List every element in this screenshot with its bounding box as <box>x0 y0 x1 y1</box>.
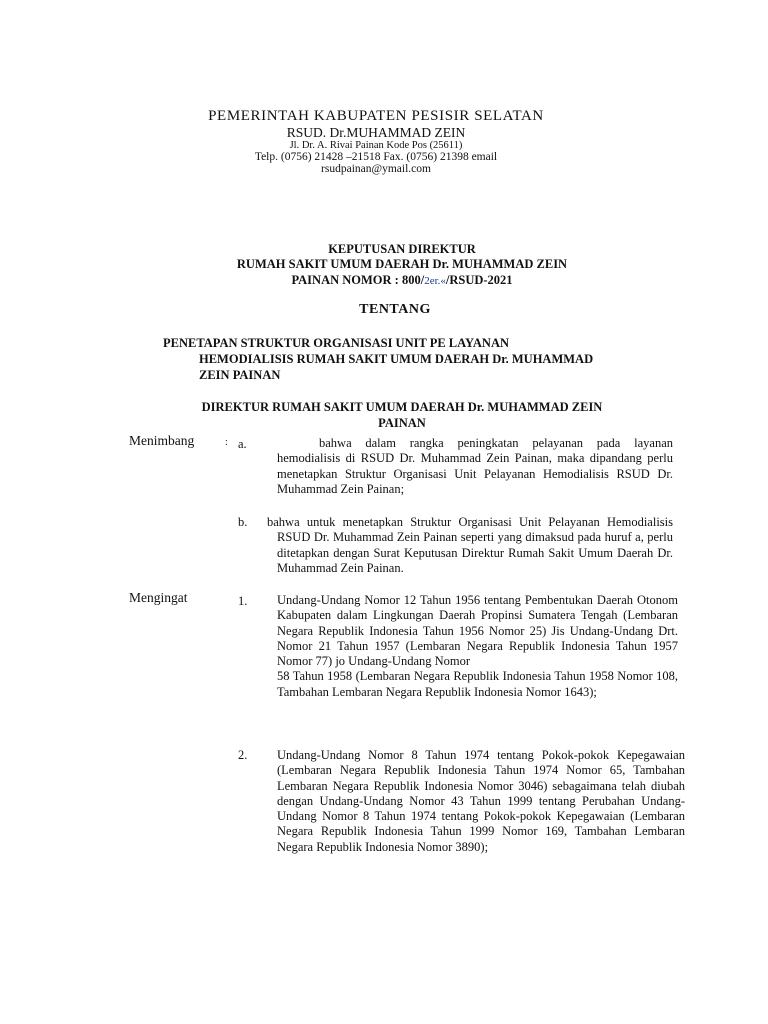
tentang-heading: TENTANG <box>359 302 431 317</box>
decision-number-prefix: PAINAN NOMOR : 800/ <box>291 273 425 287</box>
decision-title: KEPUTUSAN DIREKTUR <box>328 242 476 256</box>
decision-number-suffix: /RSUD-2021 <box>445 273 513 287</box>
hospital-phone: Telp. (0756) 21428 –21518 Fax. (0756) 21398 email <box>254 151 498 163</box>
list-marker-2: 2. <box>238 748 248 762</box>
menimbang-item-b: bahwa untuk menetapkan Struktur Organisasi Unit Pelayanan Hemodialisis RSUD Dr. Muhammad Zein Painan seperti yang dimaksud pada huruf a, perlu ditetapkan dengan Surat Keputusan Direktur Rumah Sakit Umum Daerah Dr. Muhammad Zein Painan. <box>267 515 673 575</box>
decision-number-code: 2er.« <box>424 275 446 287</box>
mengingat-item-1-continuation: 58 Tahun 1958 (Lembaran Negara Republik Indonesia Tahun 1958 Nomor 108, Tambahan Lembaran Negara Republik Indonesia Nomor 1643); <box>277 669 678 699</box>
mengingat-item-1-text: Undang-Undang Nomor 12 Tahun 1956 tentang Pembentukan Daerah Otonom Kabupaten dalam Lingkungan Daerah Propinsi Sumatera Tengah (Lembaran Negara Republik Indonesia Tahun 1956 Nomor 25) Jis Undang-Undang Drt. Nomor 21 Tahun 1957 (Lembaran Negara Republik Indonesia Tahun 1957 Nomor 77) jo Undang-Undang Nomor <box>277 593 678 669</box>
list-marker-a: a. <box>238 437 247 451</box>
hospital-name: RSUD. Dr.MUHAMMAD ZEIN <box>286 125 466 140</box>
director-line-2: PAINAN <box>378 416 426 430</box>
subject-line-3: ZEIN PAINAN <box>199 368 281 382</box>
government-title: PEMERINTAH KABUPATEN PESISIR SELATAN <box>208 108 544 124</box>
subject-line-2: HEMODIALISIS RUMAH SAKIT UMUM DAERAH Dr. MUHAMMAD <box>199 352 594 366</box>
menimbang-item-a: bahwa dalam rangka peningkatan pelayanan pada layanan hemodialisis di RSUD Dr. Muhammad Zein Painan, maka dipandang perlu menetapkan Struktur Organisasi Unit Pelayanan Hemodialisis RSUD Dr. Muhammad Zein Painan; <box>277 436 673 496</box>
director-line-1: DIREKTUR RUMAH SAKIT UMUM DAERAH Dr. MUHAMMAD ZEIN <box>201 400 603 414</box>
hospital-email: rsudpainan@ymail.com <box>321 163 431 175</box>
menimbang-label: Menimbang <box>129 433 195 448</box>
list-marker-b: b. <box>238 515 248 529</box>
decision-institution: RUMAH SAKIT UMUM DAERAH Dr. MUHAMMAD ZEIN <box>236 257 568 271</box>
mengingat-item-2: Undang-Undang Nomor 8 Tahun 1974 tentang Pokok-pokok Kepegawaian (Lembaran Negara Republik Indonesia Tahun 1974 Nomor 65, Tambahan Lembaran Negara Republik Indonesia Nomor 3046) sebagaimana telah diubah dengan Undang-Undang Nomor 43 Tahun 1999 tentang Perubahan Undang-Undang Nomor 8 Tahun 1974 tentang Pokok-pokok Kepegawaian (Lembaran Negara Republik Indonesia Tahun 1999 Nomor 169, Tambahan Lembaran Negara Republik Indonesia Nomor 3890); <box>277 748 685 854</box>
mengingat-item-1 <box>277 593 678 700</box>
hospital-address: Jl. Dr. A. Rivai Painan Kode Pos (25611) <box>289 140 463 151</box>
menimbang-colon: : <box>225 437 228 448</box>
subject-line-1: PENETAPAN STRUKTUR ORGANISASI UNIT PE LAYANAN <box>163 336 510 350</box>
mengingat-label: Mengingat <box>129 590 188 605</box>
list-marker-1: 1. <box>238 594 248 608</box>
decision-number <box>0 273 768 288</box>
